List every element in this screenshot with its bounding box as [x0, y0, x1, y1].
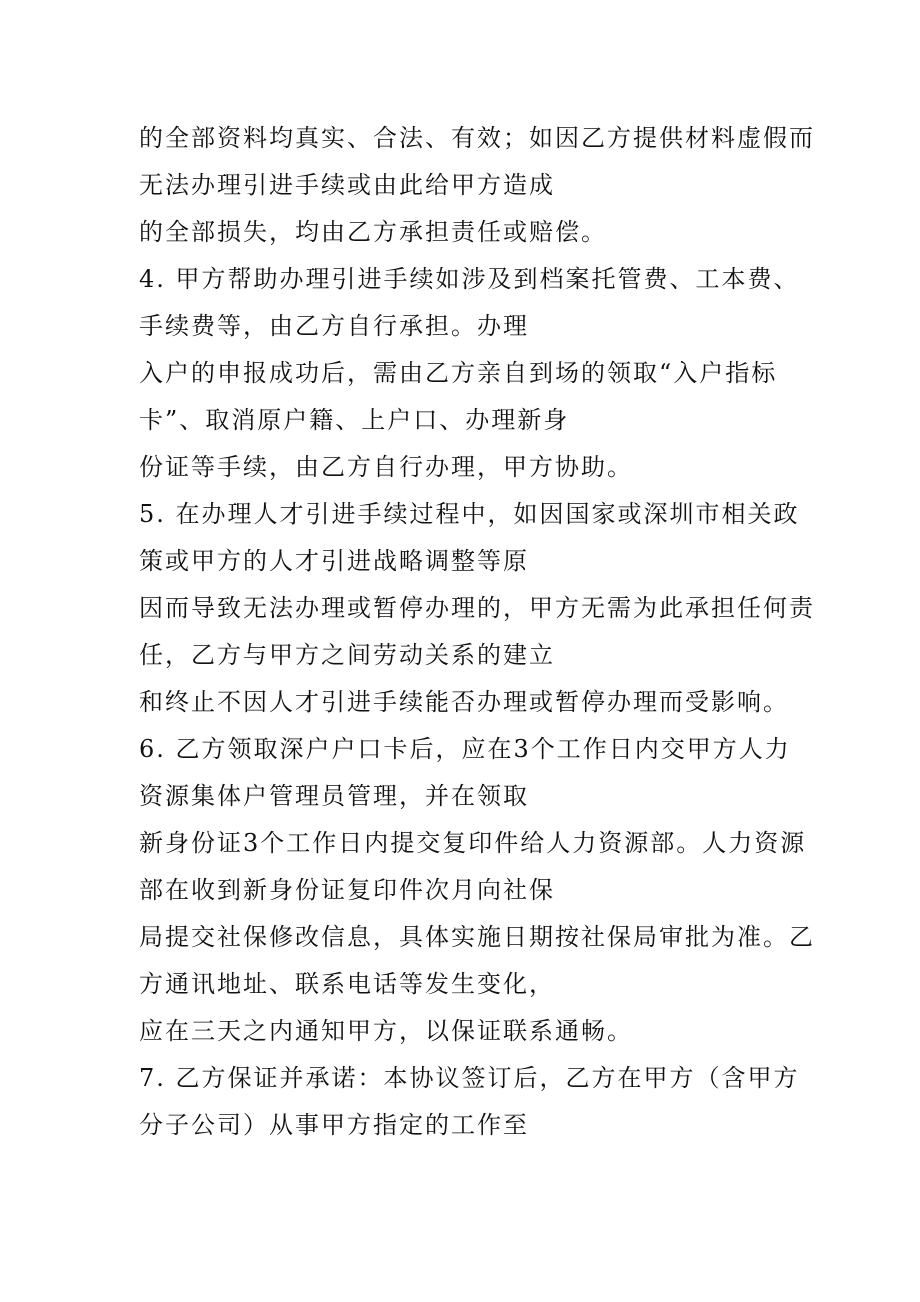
- clause-5-line: 5. 在办理人才引进手续过程中，如因国家或深圳市相关政: [139, 500, 800, 528]
- text-line: 局提交社保修改信息，具体实施日期按社保局审批为准。乙: [139, 923, 815, 951]
- clause-7-line: 7. 乙方保证并承诺：本协议签订后，乙方在甲方（含甲方: [139, 1064, 800, 1092]
- text-line: 无法办理引进手续或由此给甲方造成: [139, 171, 555, 199]
- text-line: 方通讯地址、联系电话等发生变化，: [139, 970, 555, 998]
- clause-4-line: 4. 甲方帮助办理引进手续如涉及到档案托管费、工本费、: [139, 265, 800, 293]
- text-line: 卡”、取消原户籍、上户口、办理新身: [139, 406, 570, 434]
- text-line: 份证等手续，由乙方自行办理，甲方协助。: [139, 453, 633, 481]
- text-line: 新身份证3个工作日内提交复印件给人力资源部。人力资源: [139, 829, 807, 857]
- agreement-text: [139, 115, 815, 1149]
- text-line: 的全部资料均真实、合法、有效；如因乙方提供材料虚假而: [139, 124, 815, 152]
- clause-6-line: 6. 乙方领取深户户口卡后，应在3个工作日内交甲方人力: [139, 735, 791, 763]
- text-line: 入户的申报成功后，需由乙方亲自到场的领取“入户指标: [139, 359, 778, 387]
- text-line: 手续费等，由乙方自行承担。办理: [139, 312, 529, 340]
- text-line: 和终止不因人才引进手续能否办理或暂停办理而受影响。: [139, 688, 789, 716]
- text-line: 应在三天之内通知甲方，以保证联系通畅。: [139, 1017, 633, 1045]
- text-line: 分子公司）从事甲方指定的工作至: [139, 1111, 529, 1139]
- text-line: 部在收到新身份证复印件次月向社保: [139, 876, 555, 904]
- text-line: 的全部损失，均由乙方承担责任或赔偿。: [139, 218, 607, 246]
- text-line: 任，乙方与甲方之间劳动关系的建立: [139, 641, 555, 669]
- text-line: 因而导致无法办理或暂停办理的，甲方无需为此承担任何责: [139, 594, 815, 622]
- text-line: 策或甲方的人才引进战略调整等原: [139, 547, 529, 575]
- text-line: 资源集体户管理员管理，并在领取: [139, 782, 529, 810]
